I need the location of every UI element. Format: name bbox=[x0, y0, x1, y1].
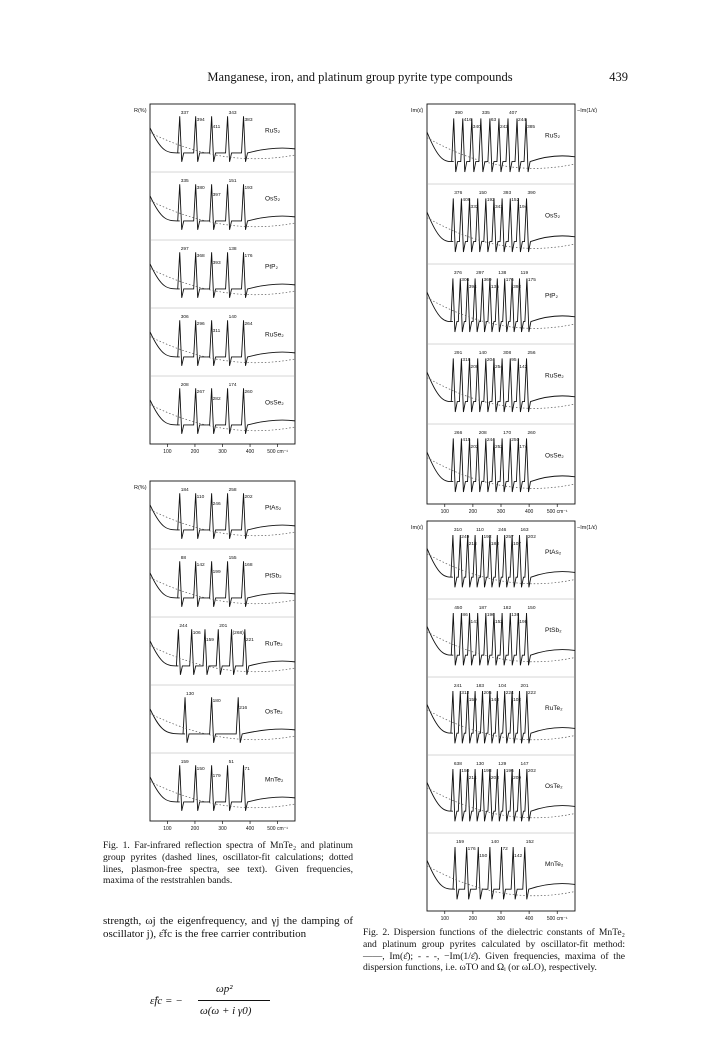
fig2-bot-peak-3-1: 150 bbox=[461, 769, 470, 774]
fig2-top-peak-1-6: 393 bbox=[503, 191, 512, 196]
fig2-bot-peak-1-0: 450 bbox=[454, 606, 463, 611]
fig2-top-xtick-label-3: 400 bbox=[524, 509, 534, 515]
fig2-top-peak-1-5: 341 bbox=[494, 205, 503, 210]
fig2-bot-peak-0-4: 192 bbox=[483, 535, 492, 540]
fig2-top-peak-2-9: 119 bbox=[520, 271, 529, 276]
fig1-bot-peak-2-0: 244 bbox=[179, 624, 188, 629]
fig1-top-xtick-label-2: 300 bbox=[218, 449, 227, 455]
fig1-top-label-3: RuSe₂ bbox=[265, 331, 284, 339]
fig2-bot-peak-3-2: 214 bbox=[468, 776, 477, 781]
fig1-top-peak-3-4: 264 bbox=[244, 322, 253, 327]
fig2-bot-peak-1-4: 196 bbox=[486, 613, 495, 618]
figure-2 bbox=[395, 96, 615, 926]
fig2-bot-xtick-label-1: 200 bbox=[468, 916, 478, 922]
fig2-top-peak-1-8: 194 bbox=[519, 205, 528, 210]
fig1-bot-spectrum-1 bbox=[150, 561, 295, 607]
fig1-bot-peak-0-2: 246 bbox=[212, 502, 221, 507]
fig2-top-peak-0-7: 244 bbox=[518, 118, 527, 123]
fig1-bot-peak-3-0: 130 bbox=[186, 692, 195, 697]
formula-denominator: ω(ω + i γ0) bbox=[200, 1005, 252, 1017]
fig2-top-peak-4-9: 260 bbox=[527, 431, 536, 436]
fig1-top-label-1: OsS₂ bbox=[265, 195, 281, 203]
fig2-bot-peak-0-6: 246 bbox=[498, 528, 507, 533]
fig1-bot-peak-2-1: 106 bbox=[192, 631, 201, 636]
fig1-bot-frame bbox=[150, 481, 295, 821]
fig1-top-peak-3-3: 140 bbox=[228, 315, 237, 320]
fig1-bot-peak-2-3: 201 bbox=[219, 624, 228, 629]
fig1-top-peak-1-2: 397 bbox=[212, 193, 221, 198]
fig1-top-peak-2-0: 297 bbox=[180, 247, 189, 252]
fig2-top-peak-1-7: 152 bbox=[511, 198, 520, 203]
fig2-bot-peak-3-5: 203 bbox=[490, 776, 499, 781]
fig2-bot-peak-3-0: 638 bbox=[453, 762, 462, 767]
fig2-top-peak-3-6: 308 bbox=[503, 351, 512, 356]
fig2-top-peak-2-0: 376 bbox=[453, 271, 462, 276]
fig2-top-peak-0-4: 63 bbox=[490, 118, 497, 123]
fig2-top-peak-2-8: 392 bbox=[513, 285, 522, 290]
figure-1-caption: Fig. 1. Far-infrared reflection spectra of MnTe₂ and platinum group pyrites (dashed lines, oscillator-fit calculations; dotted lines, plasmon-free spectra, see text). Given frequencies, maxima of the reststrahlen bands. bbox=[103, 840, 353, 887]
fig2-bot-peak-3-3: 130 bbox=[476, 762, 485, 767]
fig2-top-label-2: PtP₂ bbox=[545, 292, 558, 300]
page-number: 439 bbox=[609, 70, 628, 84]
fig1-bot-dotted-2 bbox=[150, 646, 295, 672]
fig2-top-peak-3-1: 318 bbox=[462, 358, 471, 363]
fig2-bot-peak-0-8: 107 bbox=[513, 542, 522, 547]
fig1-top-peak-1-4: 193 bbox=[244, 186, 253, 191]
fig2-bot-peak-0-10: 202 bbox=[527, 535, 536, 540]
fig2-top-peak-0-1: 416 bbox=[463, 118, 472, 123]
fig1-top-peak-0-0: 337 bbox=[180, 111, 189, 116]
fig1-top-xtick-label-1: 200 bbox=[190, 449, 200, 455]
fig1-top-peak-2-4: 176 bbox=[244, 254, 253, 259]
fig2-top-xtick-label-1: 200 bbox=[468, 509, 478, 515]
formula-numerator: ωp² bbox=[216, 983, 233, 995]
fig2-bot-left-label: Im(ε̂) bbox=[411, 525, 424, 531]
fig2-bot-peak-0-1: 249 bbox=[461, 535, 470, 540]
fig1-bot-xtick-label-0: 100 bbox=[163, 826, 172, 832]
fig2-top-peak-3-5: 254 bbox=[494, 365, 503, 370]
fig1-bot-peak-4-4: 71 bbox=[244, 767, 250, 772]
fig1-bot-peak-4-2: 179 bbox=[212, 774, 221, 779]
fig1-top-peak-1-3: 151 bbox=[228, 179, 237, 184]
fig1-top-peak-2-1: 368 bbox=[196, 254, 205, 259]
fig2-bot-label-4: MnTe₂ bbox=[545, 860, 564, 868]
fig2-bot-peak-4-3: 140 bbox=[490, 840, 499, 845]
fig1-top-xtick-label-4: 500 cm⁻¹ bbox=[267, 449, 288, 455]
fig2-bot-peak-2-5: 148 bbox=[490, 698, 499, 703]
fig1-bot-peak-0-1: 110 bbox=[196, 495, 205, 500]
fig2-bot-peak-2-8: 102 bbox=[513, 698, 522, 703]
fig1-bot-dotted-3 bbox=[150, 714, 295, 740]
fig1-bot-spectrum-0 bbox=[150, 493, 295, 539]
fig2-top-peak-1-3: 150 bbox=[478, 191, 487, 196]
fig2-bot-right-label: −Im(1/ε̂) bbox=[577, 525, 598, 531]
fig2-top-peak-0-3: 335 bbox=[481, 111, 490, 116]
fig1-bot-peak-1-0: 88 bbox=[180, 556, 187, 561]
fig2-bot-xtick-label-2: 300 bbox=[496, 916, 506, 922]
fig2-top-spectrum-2 bbox=[427, 278, 575, 332]
fig2-bot-peak-4-1: 176 bbox=[467, 847, 476, 852]
fig2-bot-peak-4-5: 142 bbox=[514, 854, 523, 859]
fig2-bot-peak-3-7: 196 bbox=[505, 769, 514, 774]
fig1-bot-xtick-label-4: 500 cm⁻¹ bbox=[267, 826, 288, 832]
fig2-top-peak-4-3: 208 bbox=[478, 431, 487, 436]
fig2-bot-peak-4-2: 150 bbox=[479, 854, 488, 859]
fig1-bot-peak-0-3: 258 bbox=[228, 488, 237, 493]
fig2-bot-spectrum-0 bbox=[427, 535, 575, 587]
fig1-bot-spectrum-2 bbox=[150, 629, 295, 675]
fig2-top-peak-3-9: 256 bbox=[527, 351, 536, 356]
fig2-top-peak-2-10: 175 bbox=[527, 278, 536, 283]
fig2-top-peak-4-4: 244 bbox=[486, 438, 495, 443]
fig2-top-peak-4-8: 174 bbox=[519, 445, 528, 450]
fig2-top-peak-1-1: 408 bbox=[462, 198, 471, 203]
fig2-top-peak-3-3: 140 bbox=[478, 351, 487, 356]
fig2-top-xtick-label-2: 300 bbox=[496, 509, 506, 515]
fig1-top-label-4: OsSe₂ bbox=[265, 399, 284, 407]
fig2-top-peak-0-0: 390 bbox=[454, 111, 463, 116]
fig2-bot-peak-2-4: 205 bbox=[483, 691, 492, 696]
running-header bbox=[0, 70, 720, 90]
fig1-top-dotted-2 bbox=[150, 269, 295, 295]
fig1-bot-left-label: R(%) bbox=[134, 485, 147, 491]
fig2-bot-peak-4-6: 152 bbox=[525, 840, 534, 845]
fig1-bot-peak-1-3: 155 bbox=[228, 556, 237, 561]
fig2-top-xtick-label-4: 500 cm⁻¹ bbox=[546, 509, 568, 515]
fig2-top-peak-3-0: 291 bbox=[454, 351, 463, 356]
fig2-bot-peak-1-8: 198 bbox=[519, 620, 528, 625]
fig1-bot-peak-3-2: 216 bbox=[239, 706, 248, 711]
fig2-top-peak-2-5: 135 bbox=[490, 285, 499, 290]
fig1-bot-peak-0-4: 202 bbox=[244, 495, 253, 500]
fig1-top-spectrum-0 bbox=[150, 116, 295, 162]
fig2-bot-peak-2-7: 224 bbox=[505, 691, 514, 696]
fig1-top-dotted-0 bbox=[150, 133, 295, 159]
fig1-top-spectrum-4 bbox=[150, 388, 295, 434]
fig2-bot-peak-4-0: 159 bbox=[456, 840, 465, 845]
fig2-bot-peak-2-1: 312 bbox=[461, 691, 470, 696]
fig1-top-peak-4-2: 282 bbox=[212, 397, 221, 402]
fig2-bot-peak-2-0: 241 bbox=[453, 684, 462, 689]
fig2-bot-peak-2-10: 222 bbox=[527, 691, 536, 696]
fig1-top-label-0: RuS₂ bbox=[265, 127, 281, 135]
fig2-top-peak-4-7: 250 bbox=[511, 438, 520, 443]
fig2-top-peak-3-8: 142 bbox=[519, 365, 528, 370]
fig2-bot-peak-1-5: 152 bbox=[494, 620, 503, 625]
fig2-bot-peak-3-6: 129 bbox=[498, 762, 507, 767]
fig2-bot-peak-0-7: 257 bbox=[505, 535, 514, 540]
fig1-top-peak-4-1: 267 bbox=[196, 390, 205, 395]
fig1-bot-spectrum-3 bbox=[150, 697, 295, 743]
fig2-bot-peak-1-6: 182 bbox=[503, 606, 512, 611]
fig2-top-peak-1-0: 376 bbox=[454, 191, 463, 196]
fig2-bot-peak-2-6: 104 bbox=[498, 684, 507, 689]
fig1-top-frame bbox=[150, 104, 295, 444]
fig2-bot-label-2: RuTe₂ bbox=[545, 704, 563, 712]
fig1-bot-label-3: OsTe₂ bbox=[265, 708, 283, 716]
fig2-bot-peak-1-3: 187 bbox=[478, 606, 487, 611]
fig2-bot-spectrum-2 bbox=[427, 691, 575, 743]
fig2-bot-peak-0-2: 218 bbox=[468, 542, 477, 547]
fig1-top-peak-2-2: 393 bbox=[212, 261, 221, 266]
fig2-bot-peak-0-9: 163 bbox=[520, 528, 529, 533]
fig2-top-peak-0-6: 407 bbox=[508, 111, 518, 116]
fig2-top-label-4: OsSe₂ bbox=[545, 452, 564, 460]
fig2-top-xtick-label-0: 100 bbox=[440, 509, 449, 515]
fig2-top-peak-4-2: 202 bbox=[470, 445, 479, 450]
fig1-bot-xtick-label-2: 300 bbox=[218, 826, 227, 832]
fig2-bot-peak-4-4: 72 bbox=[502, 847, 508, 852]
fig2-bot-peak-2-9: 201 bbox=[520, 684, 529, 689]
fig1-top-dotted-1 bbox=[150, 201, 295, 227]
fig2-bot-xtick-label-3: 400 bbox=[524, 916, 534, 922]
fig2-bot-xtick-label-4: 500 cm⁻¹ bbox=[546, 916, 568, 922]
free-carrier-formula bbox=[150, 983, 310, 1023]
fig2-bot-peak-0-3: 110 bbox=[476, 528, 484, 533]
fig1-bot-xtick-label-3: 400 bbox=[245, 826, 255, 832]
figure-2-caption: Fig. 2. Dispersion functions of the dielectric constants of MnTe₂ and platinum group pyrites calculated by oscillator-fit method: ——, Im(ε̂); - - -, −Im(1/ε̂). Given frequencies, maxima of the dispersion functions, i.e. ωTO and Ωᵢ (or ωLO), respectively. bbox=[363, 927, 625, 974]
fig2-top-right-label: −Im(1/ε̂) bbox=[577, 108, 598, 114]
fig2-bot-peak-3-9: 147 bbox=[520, 762, 529, 767]
fig1-bot-peak-4-0: 159 bbox=[180, 760, 189, 765]
fig2-bot-spectrum-3 bbox=[427, 769, 575, 821]
fig1-bot-label-2: RuTe₂ bbox=[265, 640, 283, 648]
fig1-bot-peak-4-1: 150 bbox=[196, 767, 205, 772]
fig2-top-label-1: OsS₂ bbox=[545, 212, 561, 220]
fig1-bot-label-0: PtAs₂ bbox=[265, 504, 282, 512]
fig1-bot-xtick-label-1: 200 bbox=[190, 826, 200, 832]
fig1-top-peak-0-1: 394 bbox=[196, 118, 205, 123]
fig2-bot-peak-2-2: 159 bbox=[468, 698, 477, 703]
fig1-bot-peak-2-4: (268) bbox=[232, 631, 244, 636]
fig2-bot-peak-1-2: 141 bbox=[470, 620, 479, 625]
fig2-top-peak-2-3: 297 bbox=[476, 271, 485, 276]
fig2-top-peak-0-5: 242 bbox=[499, 125, 508, 130]
fig2-top-label-0: RuS₂ bbox=[545, 132, 561, 140]
fig1-bot-dotted-1 bbox=[150, 578, 295, 604]
fig2-bot-peak-3-4: 198 bbox=[483, 769, 492, 774]
fig1-top-peak-0-3: 343 bbox=[228, 111, 237, 116]
figure-1 bbox=[120, 96, 320, 836]
fig1-bot-label-4: MnTe₂ bbox=[265, 776, 284, 784]
fig2-bot-spectrum-4 bbox=[427, 847, 575, 899]
fig2-top-peak-3-4: 204 bbox=[486, 358, 495, 363]
fig2-top-peak-2-2: 394 bbox=[468, 285, 477, 290]
fig1-top-xtick-label-0: 100 bbox=[163, 449, 172, 455]
fig1-bot-peak-1-4: 168 bbox=[244, 563, 253, 568]
running-title: Manganese, iron, and platinum group pyrite type compounds bbox=[207, 70, 513, 84]
fig2-bot-label-3: OsTe₂ bbox=[545, 782, 563, 790]
fig1-top-dotted-4 bbox=[150, 405, 295, 431]
fig1-bot-dotted-0 bbox=[150, 510, 295, 536]
fig1-bot-peak-2-2: 159 bbox=[205, 638, 214, 643]
fig1-bot-peak-4-3: 51 bbox=[228, 760, 234, 765]
fig2-top-peak-4-1: 415 bbox=[462, 438, 471, 443]
fig2-bot-peak-0-0: 310 bbox=[453, 528, 462, 533]
fig1-top-spectrum-3 bbox=[150, 320, 295, 366]
fig2-bot-peak-2-3: 183 bbox=[476, 684, 485, 689]
fig1-top-peak-3-2: 311 bbox=[212, 329, 221, 334]
formula-lhs: ε̂fc = − bbox=[150, 995, 183, 1007]
fig2-top-peak-1-2: 332 bbox=[470, 205, 479, 210]
fig2-top-peak-0-8: 385 bbox=[527, 125, 536, 130]
fig2-top-peak-2-7: 176 bbox=[505, 278, 514, 283]
fig1-bot-peak-3-1: 180 bbox=[212, 699, 221, 704]
fig1-top-xtick-label-3: 400 bbox=[245, 449, 255, 455]
fig1-bot-label-1: PtSb₂ bbox=[265, 572, 282, 580]
fig1-top-peak-3-1: 296 bbox=[196, 322, 205, 327]
fig1-top-left-label: R(%) bbox=[134, 108, 147, 114]
fig2-top-peak-3-7: 95 bbox=[511, 358, 517, 363]
fig2-bot-peak-0-5: 183 bbox=[490, 542, 499, 547]
fig2-top-label-3: RuSe₂ bbox=[545, 372, 564, 380]
fig1-top-peak-4-0: 208 bbox=[180, 383, 189, 388]
fig1-top-peak-2-3: 138 bbox=[228, 247, 237, 252]
fig2-bot-peak-3-8: 209 bbox=[513, 776, 522, 781]
fig1-bot-peak-0-0: 184 bbox=[180, 488, 189, 493]
fig1-bot-spectrum-4 bbox=[150, 765, 295, 811]
fig1-top-spectrum-2 bbox=[150, 252, 295, 298]
fig2-bot-peak-1-9: 150 bbox=[527, 606, 536, 611]
fig2-bot-label-0: PtAs₂ bbox=[545, 548, 562, 556]
fig1-bot-peak-2-5: 221 bbox=[245, 638, 254, 643]
fig1-top-peak-4-4: 260 bbox=[244, 390, 253, 395]
fig2-top-peak-2-1: 306 bbox=[461, 278, 470, 283]
fig2-top-peak-4-0: 266 bbox=[454, 431, 463, 436]
fig2-top-peak-0-2: 340 bbox=[472, 125, 481, 130]
fig2-top-peak-4-5: 252 bbox=[494, 445, 503, 450]
fig2-top-left-label: Im(ε̂) bbox=[411, 108, 424, 114]
fig1-top-peak-3-0: 306 bbox=[180, 315, 189, 320]
fig2-top-peak-1-9: 390 bbox=[527, 191, 536, 196]
fig2-bot-dotted-4 bbox=[427, 866, 575, 896]
fig1-bot-dotted-4 bbox=[150, 782, 295, 808]
fig2-bot-label-1: PtSb₂ bbox=[545, 626, 562, 634]
fig1-top-peak-0-4: 383 bbox=[244, 118, 253, 123]
fig1-top-label-2: PtP₂ bbox=[265, 263, 278, 271]
fig1-bot-peak-1-2: 199 bbox=[212, 570, 221, 575]
fig2-top-peak-2-4: 369 bbox=[483, 278, 492, 283]
fig1-top-peak-0-2: 411 bbox=[212, 125, 221, 130]
fig1-top-peak-1-0: 335 bbox=[180, 179, 189, 184]
fig2-bot-peak-3-10: 202 bbox=[527, 769, 536, 774]
fig2-top-peak-4-6: 170 bbox=[503, 431, 512, 436]
fig1-top-dotted-3 bbox=[150, 337, 295, 363]
fig2-top-peak-1-4: 192 bbox=[486, 198, 495, 203]
fig2-bot-xtick-label-0: 100 bbox=[440, 916, 449, 922]
fig1-bot-peak-1-1: 142 bbox=[196, 563, 205, 568]
fig1-top-peak-1-1: 380 bbox=[196, 186, 205, 191]
body-paragraph: strength, ωj the eigenfrequency, and γj the damping of oscillator j), ε̂fc is the free carrier contribution bbox=[103, 915, 353, 941]
fig2-top-peak-2-6: 138 bbox=[498, 271, 507, 276]
formula-bar bbox=[198, 1000, 270, 1001]
fig2-bot-peak-1-1: 86 bbox=[462, 613, 468, 618]
fig1-top-spectrum-1 bbox=[150, 184, 295, 230]
fig1-top-peak-4-3: 174 bbox=[228, 383, 237, 388]
fig2-top-peak-3-2: 208 bbox=[470, 365, 479, 370]
fig2-bot-peak-1-7: 136 bbox=[511, 613, 520, 618]
